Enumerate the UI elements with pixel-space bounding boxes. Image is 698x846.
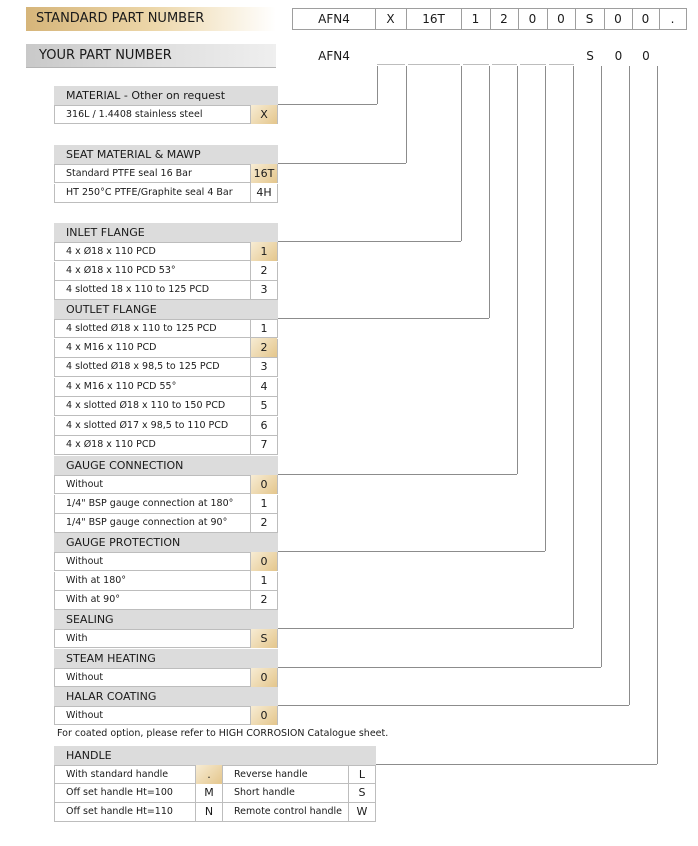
option-code: 0 [250,475,277,494]
connector-horizontal [278,551,545,552]
handle-option-label: With standard handle [66,769,169,780]
option-label: 4 x slotted Ø18 x 110 to 150 PCD [66,400,226,411]
handle-option-code: S [348,783,375,802]
connector-vertical [461,66,462,241]
option-code: 3 [250,280,277,299]
blank-dash [463,64,489,65]
section-title: HALAR COATING [54,687,278,706]
handle-option-label: Short handle [234,787,295,798]
handle-option-label: Off set handle Ht=110 [66,806,173,817]
your-code-cell: S [586,49,594,63]
option-code: 0 [250,706,277,725]
option-code: 1 [250,319,277,338]
option-code: 5 [250,396,277,415]
option-code: S [250,629,277,648]
connector-vertical [545,66,546,551]
handle-option-label: Off set handle Ht=100 [66,787,173,798]
option-label: 4 slotted 18 x 110 to 125 PCD [66,284,210,295]
connector-horizontal [278,705,629,706]
standard-code-cell: 2 [490,8,519,30]
option-label: With [66,633,88,644]
option-label: 4 x Ø18 x 110 PCD [66,246,156,257]
connector-horizontal [278,474,517,475]
option-label: 316L / 1.4408 stainless steel [66,109,203,120]
connector-vertical [629,66,630,705]
connector-vertical [489,66,490,318]
option-row[interactable] [54,629,278,648]
option-code: 4H [250,183,277,202]
option-label: 1/4" BSP gauge connection at 180° [66,497,234,509]
option-code: 0 [250,668,277,687]
section-title: GAUGE CONNECTION [54,456,278,475]
section-title: STEAM HEATING [54,649,278,668]
connector-horizontal [278,318,489,319]
blank-dash [377,64,405,65]
section-title: INLET FLANGE [54,223,278,242]
option-code: 7 [250,435,277,454]
your-code-cell: 0 [642,49,650,63]
standard-code-cell: AFN4 [292,8,376,30]
option-code: 1 [250,494,277,513]
option-label: 4 slotted Ø18 x 110 to 125 PCD [66,323,217,334]
option-code: 1 [250,242,277,261]
option-row[interactable] [54,339,278,358]
option-label: HT 250°C PTFE/Graphite seal 4 Bar [66,186,233,198]
blank-dash [549,64,574,65]
option-label: With at 180° [66,574,127,586]
option-row[interactable] [54,495,278,514]
option-code: 4 [250,377,277,396]
option-row[interactable] [54,706,278,725]
option-label: With at 90° [66,594,120,605]
option-row[interactable] [54,105,278,124]
connector-vertical [601,66,602,667]
option-row[interactable] [54,164,278,183]
handle-option-code: W [348,802,375,821]
standard-code-cell: 0 [632,8,660,30]
option-row[interactable] [54,514,278,533]
option-label: 4 x Ø18 x 110 PCD 53° [66,264,176,276]
option-row[interactable] [54,436,278,455]
option-label: Without [66,479,104,490]
option-row[interactable] [54,242,278,261]
connector-horizontal [278,163,406,164]
option-row[interactable] [54,319,278,338]
connector-vertical [406,66,407,163]
handle-section-title: HANDLE [54,746,376,765]
blank-dash [492,64,517,65]
standard-code-cell: X [375,8,407,30]
option-code: 0 [250,552,277,571]
connector-vertical [573,66,574,628]
option-label: Without [66,672,104,683]
option-row[interactable] [54,378,278,397]
option-label: 4 x Ø18 x 110 PCD [66,439,156,450]
option-code: 2 [250,338,277,357]
handle-option-label: Remote control handle [234,806,343,817]
connector-vertical [657,66,658,764]
handle-option-code: M [195,783,223,802]
option-code: 2 [250,261,277,280]
handle-option-label: Reverse handle [234,769,308,780]
option-row[interactable] [54,397,278,416]
option-code: 1 [250,571,277,590]
connector-horizontal [376,764,657,765]
section-title: OUTLET FLANGE [54,300,278,319]
option-label: Standard PTFE seal 16 Bar [66,168,192,179]
option-label: 4 x M16 x 110 PCD 55° [66,380,177,392]
standard-code-cell: 1 [461,8,491,30]
standard-code-cell: . [659,8,687,30]
option-row[interactable] [54,552,278,571]
section-title: SEALING [54,610,278,629]
option-label: 4 x slotted Ø17 x 98,5 to 110 PCD [66,419,229,431]
option-label: 4 slotted Ø18 x 98,5 to 125 PCD [66,361,220,372]
blank-dash [408,64,460,65]
option-code: 3 [250,357,277,376]
option-code: 2 [250,590,277,609]
section-title: SEAT MATERIAL & MAWP [54,145,278,164]
option-label: Without [66,556,104,567]
option-code: X [250,105,277,124]
option-row[interactable] [54,262,278,281]
option-row[interactable] [54,417,278,436]
blank-dash [520,64,546,65]
standard-part-number-label: STANDARD PART NUMBER [26,7,276,31]
standard-code-cell: 16T [406,8,462,30]
option-label: 4 x M16 x 110 PCD [66,341,157,353]
your-code-cell: AFN4 [318,49,350,63]
option-row[interactable] [54,358,278,377]
option-row[interactable] [54,184,278,203]
handle-option-code: . [195,765,223,784]
option-label: Without [66,710,104,721]
option-code: 6 [250,416,277,435]
option-label: 1/4" BSP gauge connection at 90° [66,517,228,528]
connector-vertical [517,66,518,474]
standard-code-cell: 0 [604,8,633,30]
option-row[interactable] [54,572,278,591]
handle-row[interactable] [54,803,376,822]
connector-horizontal [278,104,377,105]
option-code: 2 [250,513,277,532]
handle-option-code: N [195,802,223,821]
connector-horizontal [278,628,573,629]
coating-note: For coated option, please refer to HIGH CORROSION Catalogue sheet. [57,728,389,739]
standard-code-cell: S [575,8,605,30]
option-row[interactable] [54,475,278,494]
section-title: GAUGE PROTECTION [54,533,278,552]
option-code: 16T [250,164,277,183]
option-row[interactable] [54,281,278,300]
handle-option-code: L [348,765,375,784]
option-row[interactable] [54,591,278,610]
standard-code-cell: 0 [547,8,576,30]
handle-row[interactable] [54,765,376,784]
standard-code-cell: 0 [518,8,548,30]
connector-vertical [377,66,378,104]
connector-horizontal [278,667,601,668]
connector-horizontal [278,241,461,242]
option-row[interactable] [54,668,278,687]
your-code-cell: 0 [614,49,623,63]
your-part-number-label: YOUR PART NUMBER [26,44,276,68]
section-title: MATERIAL - Other on request [54,86,278,105]
handle-row[interactable] [54,784,376,803]
